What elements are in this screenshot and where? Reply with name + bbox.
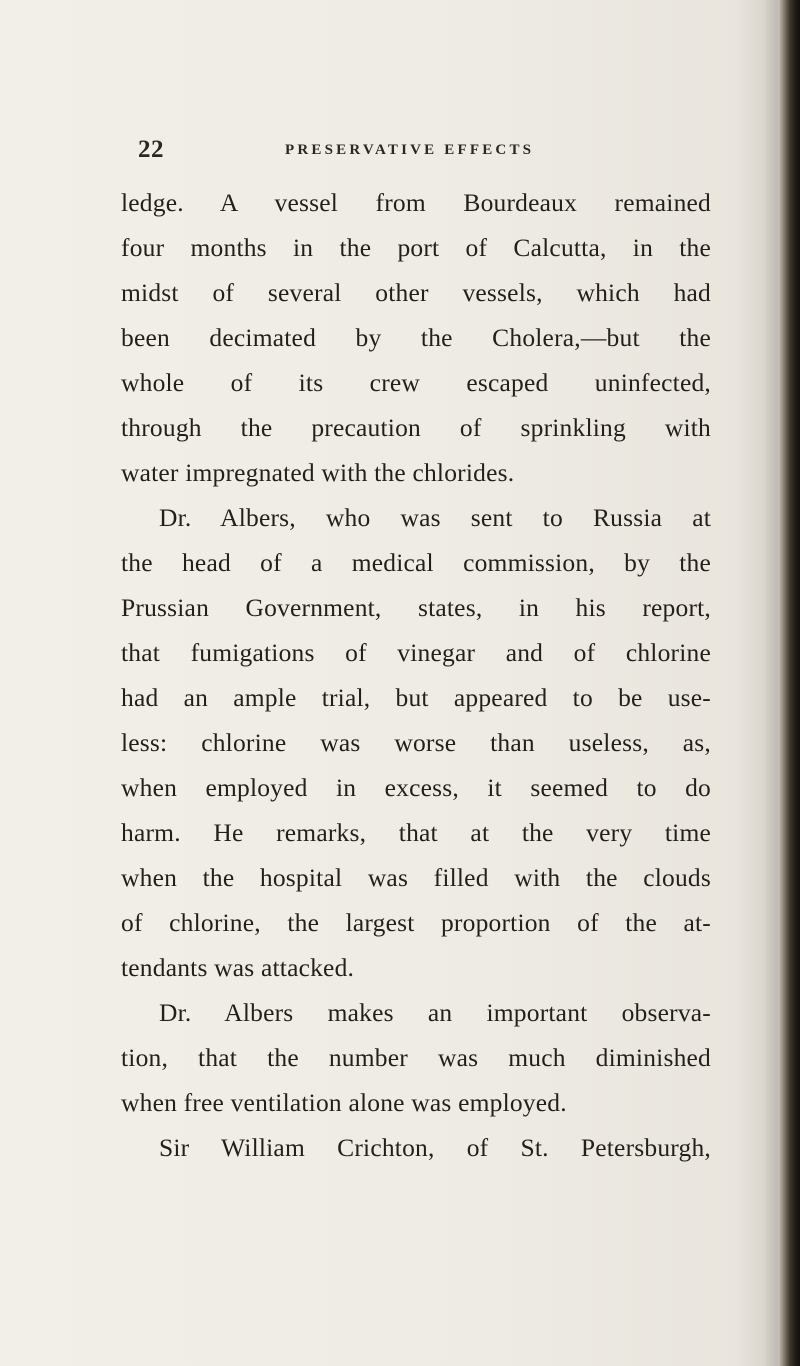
page-gutter-shadow <box>764 0 778 1366</box>
page-number: 22 <box>138 136 164 163</box>
text-line: tion, that the number was much diminished <box>121 1043 711 1072</box>
running-title: PRESERVATIVE EFFECTS <box>285 142 535 158</box>
text-line: midst of several other vessels, which had <box>121 278 711 307</box>
body-text <box>121 180 711 1170</box>
text-line: when free ventilation alone was employed. <box>121 1088 567 1117</box>
text-line: less: chlorine was worse than useless, as, <box>121 728 711 757</box>
text-line: Dr. Albers, who was sent to Russia at <box>159 503 711 532</box>
running-head <box>138 136 738 172</box>
text-line: Dr. Albers makes an important observa- <box>159 998 711 1027</box>
text-line: water impregnated with the chlorides. <box>121 458 515 487</box>
text-line: been decimated by the Cholera,—but the <box>121 323 711 352</box>
text-line: the head of a medical commission, by the <box>121 548 711 577</box>
text-line: tendants was attacked. <box>121 953 355 982</box>
text-line: when employed in excess, it seemed to do <box>121 773 711 802</box>
text-line: had an ample trial, but appeared to be use- <box>121 683 711 712</box>
text-line: through the precaution of sprinkling with <box>121 413 711 442</box>
text-line: whole of its crew escaped uninfected, <box>121 368 711 397</box>
text-line: Prussian Government, states, in his report, <box>121 593 711 622</box>
text-line: that fumigations of vinegar and of chlorine <box>121 638 711 667</box>
text-line: ledge. A vessel from Bourdeaux remained <box>121 188 711 217</box>
page-edge <box>778 0 800 1366</box>
text-line: of chlorine, the largest proportion of the at- <box>121 908 711 937</box>
text-line: four months in the port of Calcutta, in the <box>121 233 711 262</box>
text-line: Sir William Crichton, of St. Petersburgh, <box>159 1133 711 1162</box>
text-line: harm. He remarks, that at the very time <box>121 818 711 847</box>
text-line: when the hospital was filled with the clouds <box>121 863 711 892</box>
